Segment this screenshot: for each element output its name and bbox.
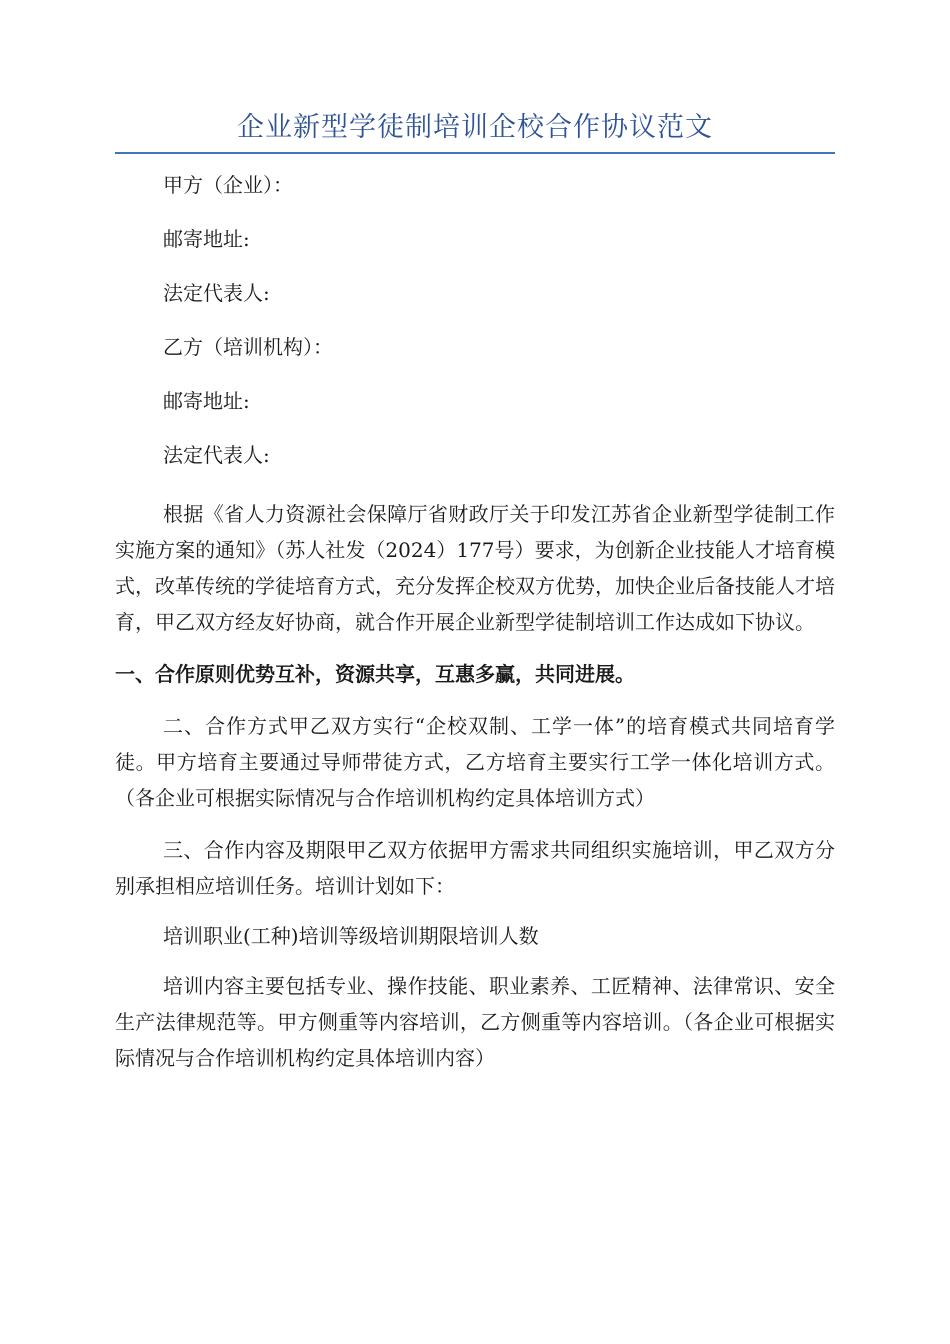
- document-page: [115, 110, 835, 1076]
- party-a-field: 甲方（企业）：: [163, 173, 293, 197]
- section-3-paragraph: 三、合作内容及期限甲乙双方依据甲方需求共同组织实施培训，甲乙双方分别承担相应培训任务。培训计划如下：: [115, 838, 835, 898]
- section-1-heading: 一、合作原则优势互补，资源共享，互惠多赢，共同进展。: [115, 662, 635, 686]
- party-b-representative-field: 法定代表人:: [163, 443, 270, 467]
- title-underline: [115, 152, 835, 154]
- document-title: 企业新型学徒制培训企校合作协议范文: [237, 112, 713, 143]
- intro-paragraph: 根据《省人力资源社会保障厅省财政厅关于印发江苏省企业新型学徒制工作实施方案的通知》（苏人社发（2024）177号）要求，为创新企业技能人才培育模式，改革传统的学徒培育方式，充分发挥企校双方优势，加快企业后备技能人才培育，甲乙双方经友好协商，就合作开展企业新型学徒制培训工作达成如下协议。: [115, 502, 835, 634]
- training-content-paragraph: 培训内容主要包括专业、操作技能、职业素养、工匠精神、法律常识、安全生产法律规范等。甲方侧重等内容培训，乙方侧重等内容培训。（各企业可根据实际情况与合作培训机构约定具体培训内容）: [115, 974, 835, 1070]
- party-b-field: 乙方（培训机构）：: [163, 335, 333, 359]
- party-a-representative-field: 法定代表人:: [163, 281, 270, 305]
- party-b-address-field: 邮寄地址:: [163, 389, 250, 413]
- section-2-paragraph: 二、合作方式甲乙双方实行“企校双制、工学一体”的培育模式共同培育学徒。甲方培育主要通过导师带徒方式，乙方培育主要实行工学一体化培训方式。（各企业可根据实际情况与合作培训机构约定具体培训方式）: [115, 714, 835, 810]
- training-table-header: 培训职业(工种)培训等级培训期限培训人数: [163, 924, 539, 948]
- party-a-address-field: 邮寄地址:: [163, 227, 250, 251]
